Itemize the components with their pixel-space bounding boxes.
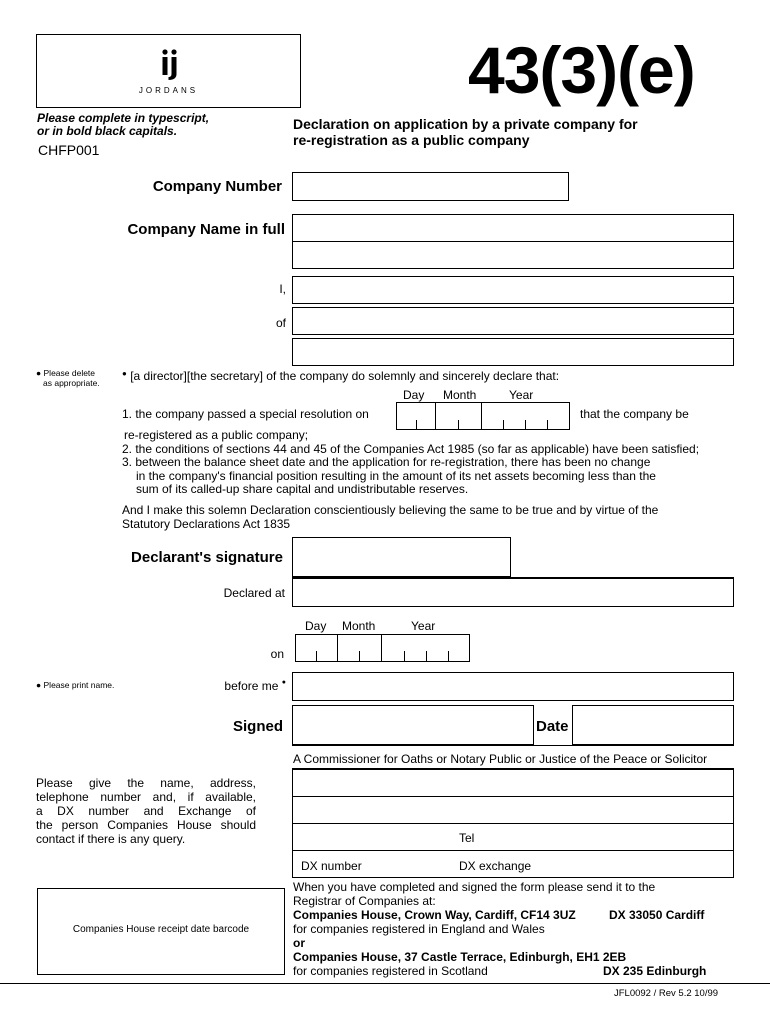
contact-name-input[interactable] [292, 769, 734, 797]
of-label: of [275, 316, 286, 330]
commissioner-signature-input[interactable] [292, 705, 534, 745]
date-day-label-1: Day [403, 388, 425, 402]
company-name-input-2[interactable] [292, 241, 734, 269]
company-number-label: Company Number [152, 178, 282, 195]
title-line-2: re-registration as a public company [293, 132, 530, 148]
declarant-name-input[interactable] [292, 276, 734, 304]
declaration-intro-text: [a director][the secretary] of the company do solemnly and sincerely declare that: [130, 369, 560, 383]
contact-note [36, 776, 256, 846]
resolution-date-input[interactable] [396, 402, 570, 430]
item3-line-2: in the company's financial position resulting in the amount of its net assets becoming less than the [136, 468, 656, 483]
form-number: 43(3)(e) [468, 33, 695, 107]
date-month-label-2: Month [342, 619, 376, 633]
dx-exchange-label: DX exchange [459, 859, 532, 873]
declaration-items [122, 429, 699, 497]
date-year-label-2: Year [411, 619, 436, 633]
contact-line-4: the person Companies House should [36, 818, 256, 832]
on-label: on [270, 647, 284, 661]
date-month-label-1: Month [443, 388, 477, 402]
declaration-intro [122, 369, 559, 383]
note-marker-icon: ● [122, 369, 127, 378]
declarant-signature-label: Declarant's signature [131, 549, 283, 566]
declared-at-input[interactable] [292, 578, 734, 607]
company-name-input-1[interactable] [292, 214, 734, 242]
signed-divider [292, 745, 734, 746]
item1-continued: re-registered as a public company; [124, 428, 309, 442]
send-to-intro-2: Registrar of Companies at: [293, 894, 436, 908]
declarant-i-label: I, [279, 282, 286, 296]
print-name-note-text: Please print name. [43, 680, 115, 690]
before-me-input[interactable] [292, 672, 734, 701]
instruction-line-1: Please complete in typescript, [37, 111, 210, 125]
date-day-label-2: Day [305, 619, 327, 633]
contact-dx-input[interactable] [292, 850, 734, 878]
commissioner-note: A Commissioner for Oaths or Notary Public or Justice of the Peace or Solicitor [293, 752, 708, 766]
commissioner-date-input[interactable] [572, 705, 734, 745]
edinburgh-address: Companies House, 37 Castle Terrace, Edinburgh, EH1 2EB [293, 950, 627, 964]
edinburgh-dx: DX 235 Edinburgh [603, 964, 707, 978]
closing-line-1: And I make this solemn Declaration conscientiously believing the same to be true and by virtue of the [122, 503, 659, 517]
footer-reference: JFL0092 / Rev 5.2 10/99 [614, 988, 719, 999]
company-name-label: Company Name in full [127, 221, 285, 238]
item2-text: 2. the conditions of sections 44 and 45 of the Companies Act 1985 (so far as applicable) have been satisfied; [122, 441, 700, 456]
closing-line-2: Statutory Declarations Act 1835 [122, 516, 291, 531]
declarant-signature-input[interactable] [292, 537, 511, 577]
closing-statement [122, 504, 658, 531]
edinburgh-for: for companies registered in Scotland [293, 964, 488, 978]
footer-divider [0, 983, 770, 984]
delete-note-line-2: as appropriate. [43, 378, 100, 388]
instructions [37, 112, 209, 138]
form-title [293, 116, 638, 148]
form-code: CHFP001 [38, 142, 100, 158]
cardiff-for: for companies registered in England and Wales [293, 922, 545, 936]
contact-address-input[interactable] [292, 796, 734, 824]
declaration-date-input[interactable] [295, 634, 470, 662]
send-to-intro-1: When you have completed and signed the form please send it to the [293, 880, 656, 894]
cardiff-address: Companies House, Crown Way, Cardiff, CF14 3UZ [293, 908, 576, 922]
cardiff-dx: DX 33050 Cardiff [609, 908, 705, 922]
before-me-label [224, 679, 286, 693]
before-me-text: before me [224, 679, 279, 693]
resolution-text-a: 1. the company passed a special resolution on [122, 407, 369, 421]
logo-box [36, 34, 301, 108]
signed-label: Signed [232, 718, 283, 735]
note-marker-icon: ● [36, 368, 42, 378]
print-name-note [36, 680, 114, 690]
instruction-line-2: or in bold black capitals. [37, 124, 178, 138]
contact-line-3: a DX number and Exchange of [36, 804, 256, 818]
contact-line-5: contact if there is any query. [36, 832, 186, 846]
tel-label: Tel [459, 831, 475, 845]
contact-line-1: Please give the name, address, [36, 776, 256, 790]
declared-at-label: Declared at [223, 586, 285, 600]
note-marker-icon: ● [36, 680, 42, 690]
contact-tel-input[interactable] [292, 823, 734, 851]
jordans-logo-mark [159, 49, 181, 81]
brand-name: JORDANS [138, 86, 199, 95]
item3-line-1: 3. between the balance sheet date and the application for re-registration, there has been no change [122, 455, 651, 469]
address-input-1[interactable] [292, 307, 734, 335]
date-year-label-1: Year [509, 388, 534, 402]
address-input-2[interactable] [292, 338, 734, 366]
resolution-text-b: that the company be [580, 407, 689, 421]
company-number-input[interactable] [292, 172, 569, 201]
title-line-1: Declaration on application by a private company for [293, 116, 638, 132]
barcode-box [37, 888, 285, 975]
barcode-label: Companies House receipt date barcode [72, 924, 250, 935]
dx-number-label: DX number [301, 859, 362, 873]
date-label: Date [536, 718, 569, 735]
send-to-block [293, 880, 743, 978]
note-marker-icon: ● [281, 679, 286, 686]
delete-note [36, 368, 100, 388]
item3-line-3: sum of its called-up share capital and undistributable reserves. [136, 482, 469, 496]
contact-line-2: telephone number and, if available, [36, 790, 256, 804]
delete-note-line-1: Please delete [43, 368, 96, 378]
or-text: or [293, 936, 305, 950]
